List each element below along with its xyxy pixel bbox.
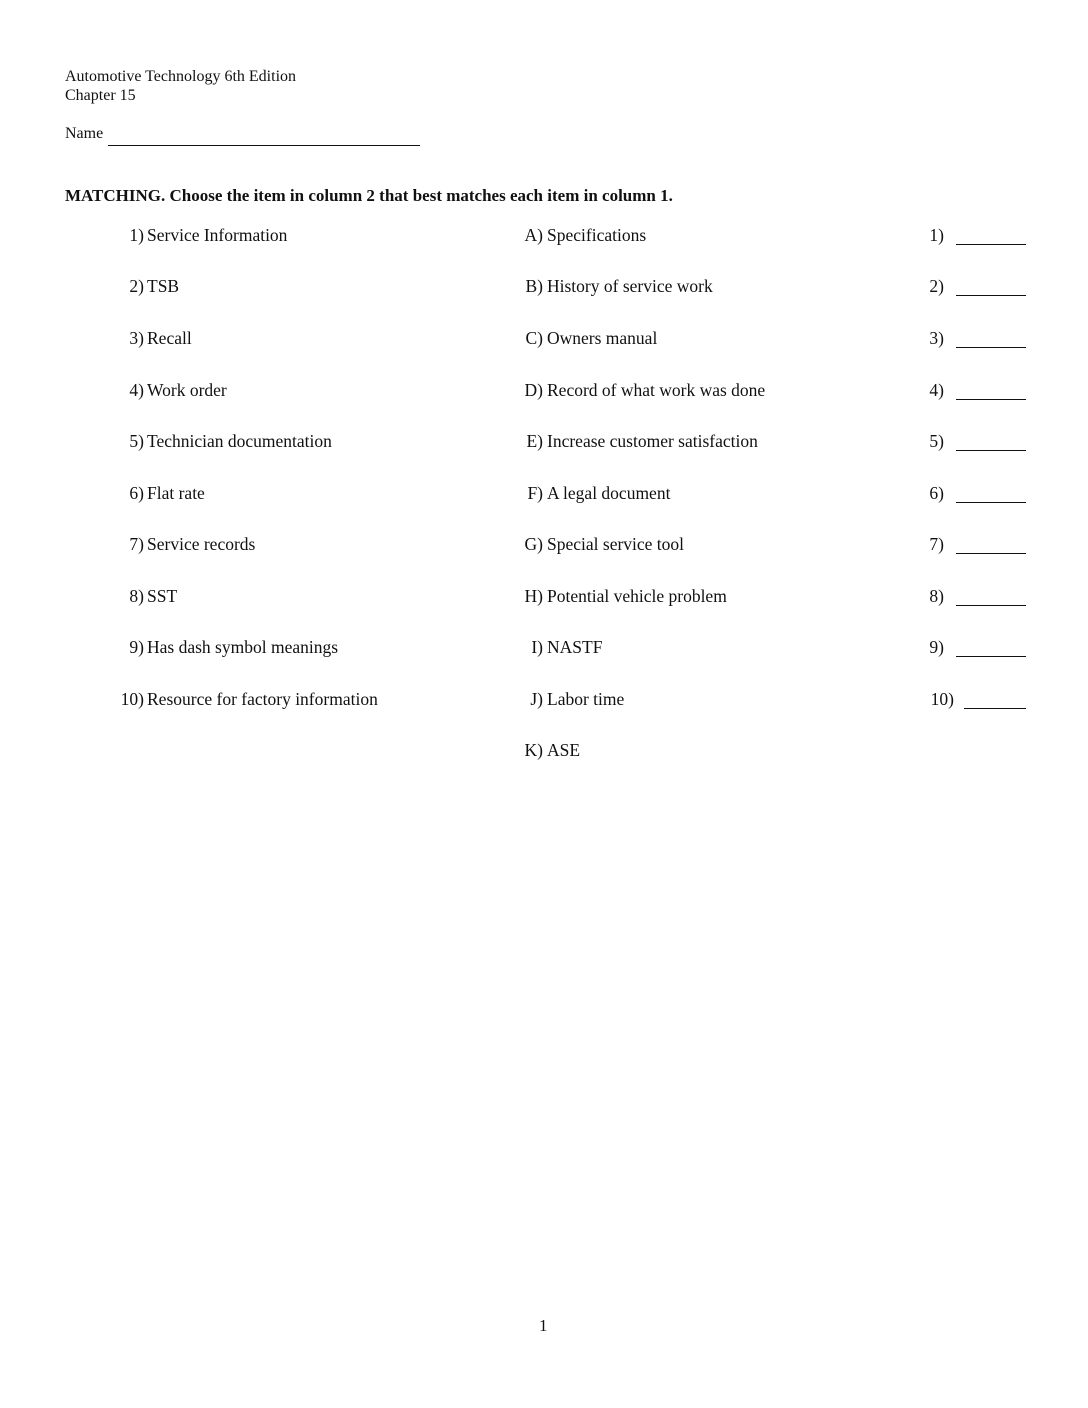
answer-number: 8) — [929, 586, 944, 606]
answer-blank[interactable] — [964, 708, 1026, 709]
col1-number: 5) — [129, 431, 144, 451]
col2-letter: F) — [527, 483, 543, 503]
answer-blank[interactable] — [956, 244, 1026, 245]
col1-term: Flat rate — [147, 483, 205, 503]
col2-definition: Record of what work was done — [547, 380, 766, 400]
name-field[interactable] — [108, 145, 420, 146]
col2-letter: A) — [524, 225, 543, 245]
col1-term: Recall — [147, 328, 192, 348]
answer-blank[interactable] — [956, 502, 1026, 503]
col2-definition: Owners manual — [547, 328, 658, 348]
col2-letter: K) — [524, 740, 543, 760]
col1-number: 10) — [120, 689, 144, 709]
answer-blank[interactable] — [956, 553, 1026, 554]
col1-term: SST — [147, 586, 178, 606]
col2-definition: Increase customer satisfaction — [547, 431, 758, 451]
answer-blank[interactable] — [956, 295, 1026, 296]
col2-definition: History of service work — [547, 276, 713, 296]
col2-letter: J) — [530, 689, 543, 709]
col2-definition: NASTF — [547, 637, 603, 657]
col2-letter: H) — [524, 586, 543, 606]
answer-number: 5) — [929, 431, 944, 451]
answer-number: 7) — [929, 534, 944, 554]
answer-blank[interactable] — [956, 656, 1026, 657]
answer-number: 6) — [929, 483, 944, 503]
col1-term: Has dash symbol meanings — [147, 637, 339, 657]
answer-number: 9) — [929, 637, 944, 657]
col2-letter: E) — [526, 431, 543, 451]
col2-letter: G) — [524, 534, 543, 554]
col1-term: TSB — [147, 276, 180, 296]
answer-number: 2) — [929, 276, 944, 296]
col1-number: 1) — [129, 225, 144, 245]
col2-definition: ASE — [547, 740, 581, 760]
col1-number: 3) — [129, 328, 144, 348]
chapter-label: Chapter 15 — [65, 87, 136, 104]
col2-definition: Specifications — [547, 225, 647, 245]
answer-number: 1) — [929, 225, 944, 245]
col2-definition: Special service tool — [547, 534, 685, 554]
answer-blank[interactable] — [956, 399, 1026, 400]
page-number: 1 — [539, 1316, 548, 1335]
col1-number: 7) — [129, 534, 144, 554]
col1-number: 9) — [129, 637, 144, 657]
col2-letter: C) — [525, 328, 543, 348]
col1-number: 6) — [129, 483, 144, 503]
answer-blank[interactable] — [956, 347, 1026, 348]
col2-letter: I) — [531, 637, 543, 657]
col1-term: Resource for factory information — [147, 689, 378, 709]
col1-term: Service records — [147, 534, 256, 554]
col2-definition: Potential vehicle problem — [547, 586, 727, 606]
answer-blank[interactable] — [956, 450, 1026, 451]
answer-number: 3) — [929, 328, 944, 348]
col2-definition: Labor time — [547, 689, 625, 709]
col2-letter: B) — [525, 276, 543, 296]
document-title: Automotive Technology 6th Edition — [65, 68, 297, 85]
col2-letter: D) — [524, 380, 543, 400]
col1-number: 8) — [129, 586, 144, 606]
col1-term: Work order — [147, 380, 227, 400]
answer-blank[interactable] — [956, 605, 1026, 606]
col2-definition: A legal document — [547, 483, 671, 503]
answer-number: 10) — [930, 689, 954, 709]
col1-term: Technician documentation — [147, 431, 332, 451]
col1-number: 2) — [129, 276, 144, 296]
name-label: Name — [65, 125, 104, 142]
answer-number: 4) — [929, 380, 944, 400]
col1-term: Service Information — [147, 225, 288, 245]
matching-instructions: MATCHING. Choose the item in column 2 that best matches each item in column 1. — [65, 186, 673, 205]
col1-number: 4) — [129, 380, 144, 400]
